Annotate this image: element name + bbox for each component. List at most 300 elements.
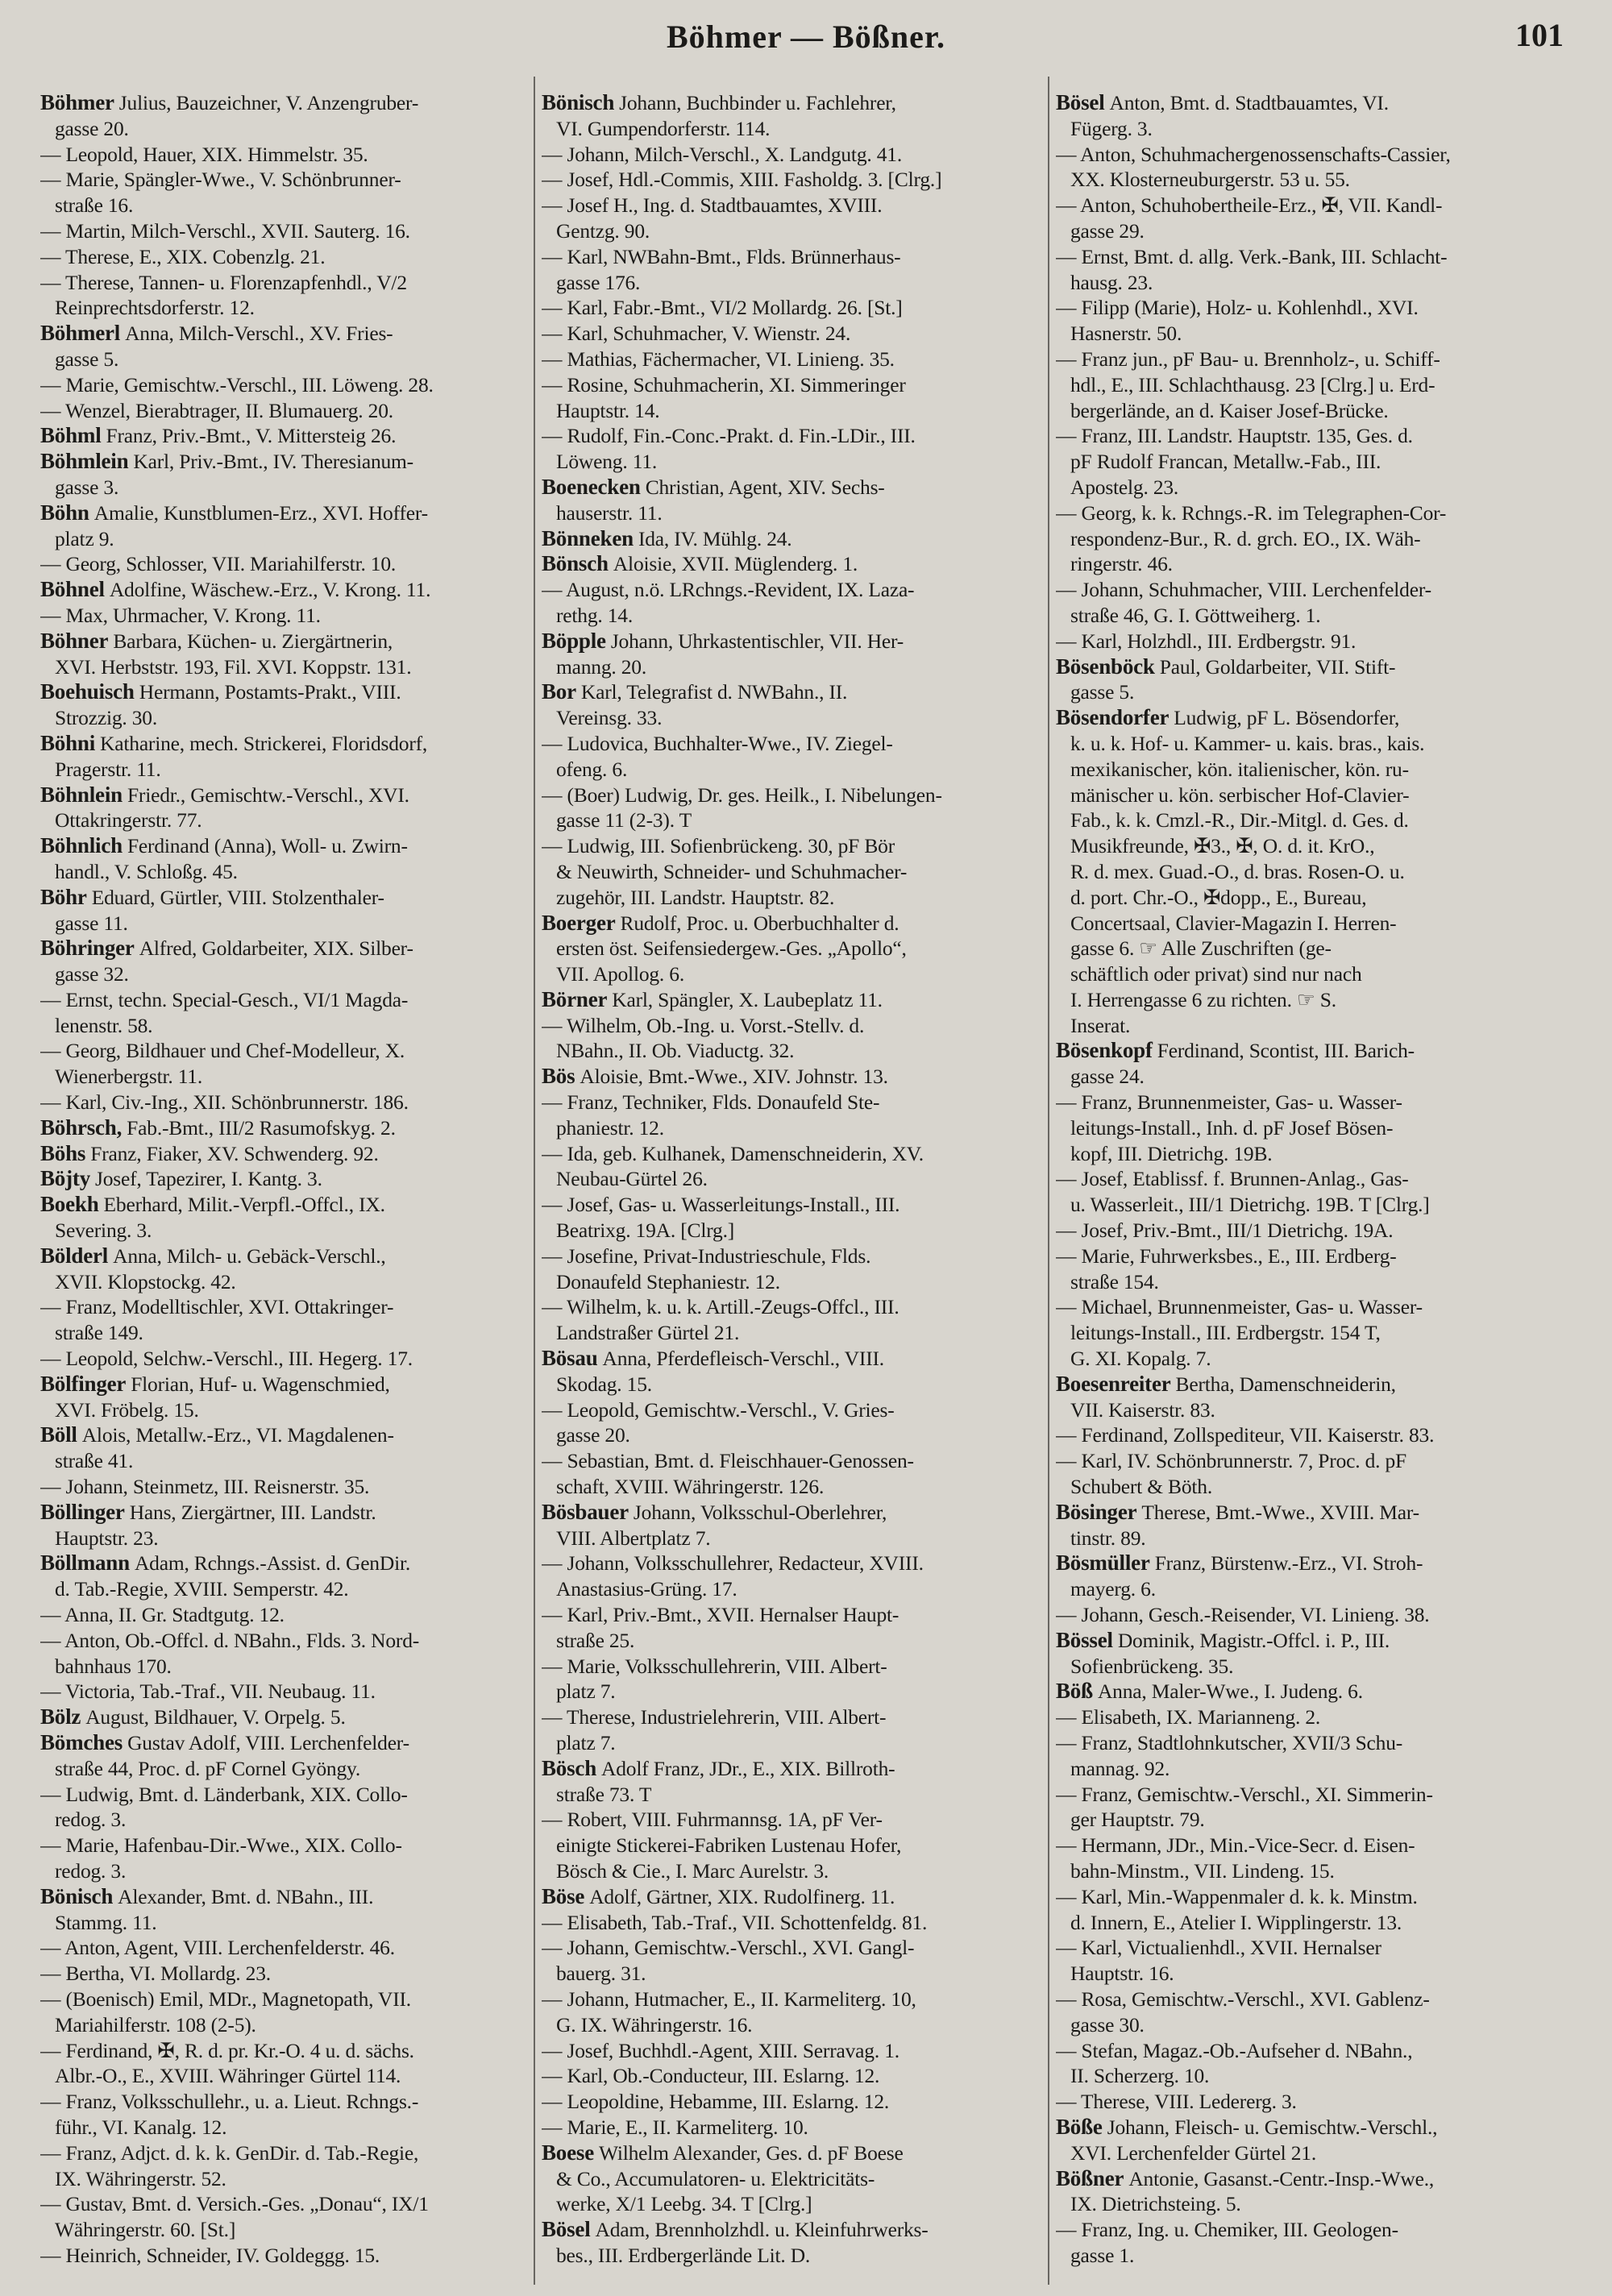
entry-text: Julius, Bauzeichner, V. Anzengruber- xyxy=(118,91,419,114)
entry-line xyxy=(542,1704,1033,1730)
entry-text: Anna, Maler-Wwe., I. Judeng. 6. xyxy=(1097,1679,1363,1704)
entry-text: Hauptstr. 14. xyxy=(556,398,660,422)
entry-text: manng. 20. xyxy=(556,654,647,679)
entry-line xyxy=(1056,2012,1548,2038)
entry-text: Johann, Uhrkastentischler, VII. Her- xyxy=(610,629,904,653)
entry-text: — Josef, Buchhdl.-Agent, XIII. Serravag. 1. xyxy=(542,2038,899,2062)
entry-line xyxy=(1056,987,1548,1013)
entry-line xyxy=(542,603,1033,629)
surname: Bönsch xyxy=(542,551,609,576)
entry-text: mayerg. 6. xyxy=(1070,1577,1156,1601)
entry-text: — Johann, Hutmacher, E., II. Karmeliterg. 10, xyxy=(542,1987,916,2011)
entry-text: — Gustav, Bmt. d. Versich.-Ges. „Donau“, IX/1 xyxy=(40,2192,429,2216)
column-divider xyxy=(1048,77,1049,2285)
surname: Böhnlich xyxy=(40,833,123,858)
entry-text: Concertsaal, Clavier-Magazin I. Herren- xyxy=(1070,911,1397,935)
entry-line xyxy=(1056,1218,1548,1243)
entry-text: Schubert & Böth. xyxy=(1070,1475,1212,1499)
entry-text: Adolf, Gärtner, XIX. Rudolfinerg. 11. xyxy=(589,1884,895,1908)
page-header xyxy=(0,11,1612,60)
entry-text: straße 25. xyxy=(556,1628,635,1652)
entry-text: Aloisie, XVII. Müglenderg. 1. xyxy=(613,552,858,576)
entry-text: ersten öst. Seifensiedergew.-Ges. „Apollo“, xyxy=(556,936,907,961)
surname: Börner xyxy=(542,986,608,1011)
entry-text: Franz, Priv.-Bmt., V. Mittersteig 26. xyxy=(106,424,397,448)
surname: Bößner xyxy=(1056,2165,1124,2190)
entry-line xyxy=(1056,244,1548,270)
entry-line xyxy=(1056,961,1548,987)
entry-line xyxy=(542,423,1033,449)
entry-line xyxy=(1056,1474,1548,1500)
entry-text: — Johann, Schuhmacher, VIII. Lerchenfelder- xyxy=(1056,578,1431,602)
entry-line xyxy=(40,987,532,1013)
entry-text: — Karl, Holzhdl., III. Erdbergstr. 91. xyxy=(1056,629,1356,653)
entry-text: Johann, Fleisch- u. Gemischtw.-Verschl., xyxy=(1107,2115,1438,2139)
entry-line xyxy=(542,2191,1033,2217)
entry-text: — Leopold, Selchw.-Verschl., III. Hegerg. 17. xyxy=(40,1347,413,1371)
entry-line xyxy=(40,1782,532,1808)
entry-line xyxy=(542,885,1033,911)
entry-text: Hauptstr. 16. xyxy=(1070,1962,1174,1986)
surname: Bömches xyxy=(40,1730,123,1754)
entry-text: — Karl, NWBahn-Bmt., Flds. Brünnerhaus- xyxy=(542,244,901,268)
entry-head-line xyxy=(542,679,1033,705)
entry-text: Rudolf, Proc. u. Oberbuchhalter d. xyxy=(620,911,899,935)
entry-line xyxy=(542,1679,1033,1704)
surname: Böhnel xyxy=(40,577,105,602)
entry-line xyxy=(40,1090,532,1115)
entry-line xyxy=(40,1602,532,1628)
entry-line xyxy=(40,1448,532,1474)
entry-line xyxy=(40,1910,532,1936)
entry-text: — Josef, Etablissf. f. Brunnen-Anlag., Gas- xyxy=(1056,1167,1409,1191)
entry-line xyxy=(542,783,1033,808)
entry-line xyxy=(40,2089,532,2115)
entry-line xyxy=(40,270,532,296)
entry-line xyxy=(40,167,532,193)
entry-line xyxy=(542,859,1033,885)
entry-text: — Franz, Modelltischler, XVI. Ottakringer- xyxy=(40,1295,394,1319)
entry-line xyxy=(1056,1422,1548,1448)
surname: Bölfinger xyxy=(40,1371,127,1396)
entry-text: Paul, Goldarbeiter, VII. Stift- xyxy=(1159,654,1396,679)
entry-line xyxy=(542,1269,1033,1295)
entry-text: gasse 1. xyxy=(1070,2243,1135,2267)
entry-line xyxy=(40,1320,532,1346)
entry-text: — Therese, Tannen- u. Florenzapfenhdl., V/2 xyxy=(40,270,407,294)
entry-text: — Johann, Milch-Verschl., X. Landgutg. 41. xyxy=(542,142,902,166)
entry-head-line xyxy=(1056,654,1548,680)
entry-line xyxy=(542,167,1033,193)
surname: Bönneken xyxy=(542,525,634,550)
entry-text: phaniestr. 12. xyxy=(556,1115,664,1140)
surname: Bösenkopf xyxy=(1056,1038,1153,1063)
entry-text: gasse 5. xyxy=(1070,680,1135,704)
entry-text: Währingerstr. 60. [St.] xyxy=(55,2218,236,2242)
entry-head-line xyxy=(542,551,1033,577)
page-number: 101 xyxy=(1515,17,1564,53)
entry-line xyxy=(542,1038,1033,1064)
entry-text: Gentzg. 90. xyxy=(556,218,650,243)
entry-text: Mariahilferstr. 108 (2-5). xyxy=(55,2012,256,2037)
entry-line xyxy=(1056,270,1548,296)
entry-text: mexikanischer, kön. italienischer, kön. ru- xyxy=(1070,757,1409,781)
entry-text: Eduard, Gürtler, VIII. Stolzenthaler- xyxy=(91,885,384,909)
entry-line xyxy=(1056,2191,1548,2217)
entry-line xyxy=(1056,526,1548,552)
entry-text: — Ludovica, Buchhalter-Wwe., IV. Ziegel- xyxy=(542,731,893,755)
entry-text: XX. Klosterneuburgerstr. 53 u. 55. xyxy=(1070,168,1350,192)
entry-text: straße 154. xyxy=(1070,1269,1159,1293)
entry-line xyxy=(542,193,1033,218)
entry-line xyxy=(1056,116,1548,142)
entry-text: — Filipp (Marie), Holz- u. Kohlenhdl., XVI. xyxy=(1056,296,1419,320)
entry-line xyxy=(1056,1192,1548,1218)
entry-head-line xyxy=(40,1192,532,1218)
entry-line xyxy=(1056,449,1548,475)
entry-line xyxy=(542,1730,1033,1756)
entry-head-line xyxy=(40,1704,532,1730)
entry-line xyxy=(542,1166,1033,1192)
entry-line xyxy=(1056,2243,1548,2269)
surname: Böhner xyxy=(40,628,109,653)
entry-text: Skodag. 15. xyxy=(556,1372,652,1396)
entry-line xyxy=(1056,2063,1548,2089)
entry-text: gasse 11 (2-3). T xyxy=(556,808,692,832)
entry-text: Johann, Volksschul-Oberlehrer, xyxy=(633,1500,887,1524)
entry-text: — Franz, Ing. u. Chemiker, III. Geologen- xyxy=(1056,2218,1398,2242)
entry-text: straße 41. xyxy=(55,1449,134,1473)
entry-text: — Therese, VIII. Ledererg. 3. xyxy=(1056,2090,1297,2114)
entry-line xyxy=(1056,629,1548,654)
entry-text: — Hermann, JDr., Min.-Vice-Secr. d. Eisen- xyxy=(1056,1833,1415,1858)
surname: Böhn xyxy=(40,500,89,525)
entry-line xyxy=(1056,372,1548,398)
entry-text: werke, X/1 Leebg. 34. T [Clrg.] xyxy=(556,2192,812,2216)
entry-line xyxy=(1056,1064,1548,1090)
entry-text: Bösch & Cie., I. Marc Aurelstr. 3. xyxy=(556,1858,829,1883)
entry-line xyxy=(542,1294,1033,1320)
entry-line xyxy=(40,372,532,398)
entry-line xyxy=(542,1628,1033,1654)
entry-head-line xyxy=(1056,2115,1548,2140)
entry-text: straße 16. xyxy=(55,193,134,218)
entry-text: II. Scherzerg. 10. xyxy=(1070,2064,1210,2088)
entry-head-line xyxy=(542,2217,1033,2243)
entry-head-line xyxy=(40,1500,532,1526)
entry-line xyxy=(40,1935,532,1961)
entry-line xyxy=(1056,2089,1548,2115)
entry-text: bauerg. 31. xyxy=(556,1962,646,1986)
entry-text: Johann, Buchbinder u. Fachlehrer, xyxy=(619,91,896,114)
entry-text: — Anton, Schuhmachergenossenschafts-Cassier, xyxy=(1056,142,1451,166)
entry-text: Adam, Rchngs.-Assist. d. GenDir. xyxy=(134,1551,411,1576)
entry-line xyxy=(40,1987,532,2012)
entry-line xyxy=(40,911,532,936)
entry-text: gasse 29. xyxy=(1070,218,1145,243)
entry-text: Löweng. 11. xyxy=(556,450,658,474)
entry-line xyxy=(1056,936,1548,961)
entry-line xyxy=(40,1576,532,1602)
entry-text: d. Tab.-Regie, XVIII. Semperstr. 42. xyxy=(55,1577,349,1601)
entry-line xyxy=(1056,1320,1548,1346)
surname: Böhs xyxy=(40,1140,86,1165)
entry-text: Hauptstr. 23. xyxy=(55,1526,159,1550)
entry-text: Musikfreunde, ✠3., ✠, O. d. it. KrO., xyxy=(1070,834,1375,858)
entry-head-line xyxy=(40,321,532,347)
entry-text: hausg. 23. xyxy=(1070,270,1153,294)
entry-head-line xyxy=(40,449,532,475)
entry-text: Dominik, Magistr.-Offcl. i. P., III. xyxy=(1117,1628,1390,1652)
surname: Böß xyxy=(1056,1679,1093,1704)
entry-line xyxy=(40,603,532,629)
entry-line xyxy=(1056,833,1548,859)
entry-text: gasse 20. xyxy=(55,116,129,140)
entry-head-line xyxy=(40,423,532,449)
entry-text: respondenz-Bur., R. d. grch. EO., IX. Wäh- xyxy=(1070,526,1421,550)
entry-text: straße 44, Proc. d. pF Cornel Gyöngy. xyxy=(55,1756,361,1780)
surname: Bösinger xyxy=(1056,1499,1137,1524)
entry-line xyxy=(542,1218,1033,1243)
entry-text: gasse 176. xyxy=(556,270,641,294)
entry-line xyxy=(1056,1704,1548,1730)
entry-text: — Karl, Ob.-Conducteur, III. Eslarng. 12. xyxy=(542,2064,880,2088)
entry-text: Karl, Telegrafist d. NWBahn., II. xyxy=(580,680,848,704)
entry-line xyxy=(1056,1115,1548,1141)
entry-line xyxy=(40,1013,532,1039)
entry-line xyxy=(1056,347,1548,372)
entry-text: Anna, Milch- u. Gebäck-Verschl., xyxy=(113,1243,386,1268)
entry-line xyxy=(1056,500,1548,526)
entry-text: — Marie, Gemischtw.-Verschl., III. Löweng. 28. xyxy=(40,372,434,397)
entry-line xyxy=(40,1294,532,1320)
entry-head-line xyxy=(1056,1628,1548,1654)
entry-text: — Karl, Priv.-Bmt., XVII. Hernalser Haupt- xyxy=(542,1603,899,1627)
entry-line xyxy=(1056,1833,1548,1858)
entry-head-line xyxy=(542,475,1033,500)
entry-text: mannag. 92. xyxy=(1070,1756,1170,1780)
entry-line xyxy=(542,833,1033,859)
entry-text: platz 7. xyxy=(556,1731,616,1754)
entry-line xyxy=(542,1243,1033,1269)
surname: Boese xyxy=(542,2140,594,2165)
entry-text: Adolfine, Wäschew.-Erz., V. Krong. 11. xyxy=(109,578,431,602)
entry-text: Ludwig, pF L. Bösendorfer, xyxy=(1174,706,1400,730)
entry-line xyxy=(40,2191,532,2217)
surname: Böse xyxy=(542,1883,585,1908)
entry-text: kopf, III. Dietrichg. 19B. xyxy=(1070,1141,1273,1165)
entry-text: VII. Apollog. 6. xyxy=(556,962,685,986)
entry-text: — Sebastian, Bmt. d. Fleischhauer-Genossen- xyxy=(542,1449,914,1473)
entry-head-line xyxy=(40,577,532,603)
entry-line xyxy=(1056,1090,1548,1115)
entry-text: — Heinrich, Schneider, IV. Goldeggg. 15. xyxy=(40,2243,380,2267)
entry-text: — Franz, Stadtlohnkutscher, XVII/3 Schu- xyxy=(1056,1731,1403,1754)
entry-text: Katharine, mech. Strickerei, Floridsdorf, xyxy=(100,731,428,755)
entry-head-line xyxy=(40,1372,532,1397)
entry-text: — Ernst, Bmt. d. allg. Verk.-Bank, III. Schlacht- xyxy=(1056,244,1448,268)
entry-text: — Ida, geb. Kulhanek, Damenschneiderin, XV. xyxy=(542,1141,924,1165)
entry-line xyxy=(40,551,532,577)
entry-line xyxy=(542,116,1033,142)
entry-text: hauserstr. 11. xyxy=(556,500,663,525)
entry-line xyxy=(40,1756,532,1782)
entry-text: — Johann, Volksschullehrer, Redacteur, XVIII. xyxy=(542,1551,924,1576)
entry-text: gasse 24. xyxy=(1070,1065,1145,1089)
entry-text: — Karl, Min.-Wappenmaler d. k. k. Minstm. xyxy=(1056,1884,1418,1908)
surname: Böhml xyxy=(40,423,102,448)
entry-text: — Marie, Spängler-Wwe., V. Schönbrunner- xyxy=(40,168,401,192)
entry-line xyxy=(542,2243,1033,2269)
entry-line xyxy=(40,347,532,372)
entry-text: — Wenzel, Bierabtrager, II. Blumauerg. 20. xyxy=(40,398,393,422)
entry-text: Gustav Adolf, VIII. Lerchenfelder- xyxy=(127,1731,409,1754)
entry-text: lenenstr. 58. xyxy=(55,1013,153,1037)
surname: Bösch xyxy=(542,1755,597,1780)
entry-text: — Marie, E., II. Karmeliterg. 10. xyxy=(542,2115,808,2139)
entry-text: Strozzig. 30. xyxy=(55,706,158,730)
entry-text: — Anton, Schuhobertheile-Erz., ✠, VII. Kandl- xyxy=(1056,193,1443,218)
entry-text: Vereinsg. 33. xyxy=(556,706,663,730)
entry-text: Amalie, Kunstblumen-Erz., XVI. Hoffer- xyxy=(93,500,428,525)
surname: Bönisch xyxy=(542,90,615,114)
entry-line xyxy=(40,705,532,731)
entry-head-line xyxy=(542,1500,1033,1526)
entry-line xyxy=(1056,2140,1548,2166)
entry-head-line xyxy=(40,1243,532,1269)
entry-line xyxy=(40,526,532,552)
entry-line xyxy=(1056,1884,1548,1910)
entry-line xyxy=(40,1526,532,1551)
entry-head-line xyxy=(1056,705,1548,731)
entry-line xyxy=(542,1910,1033,1936)
entry-line xyxy=(40,2038,532,2064)
entry-line xyxy=(40,2115,532,2140)
entry-line xyxy=(1056,1987,1548,2012)
entry-line xyxy=(40,757,532,783)
entry-text: straße 73. T xyxy=(556,1782,652,1806)
entry-line xyxy=(542,398,1033,424)
entry-text: — Therese, E., XIX. Cobenzlg. 21. xyxy=(40,244,326,268)
entry-text: Alexander, Bmt. d. NBahn., III. xyxy=(118,1884,374,1908)
entry-text: — Victoria, Tab.-Traf., VII. Neubaug. 11. xyxy=(40,1679,376,1704)
entry-line xyxy=(40,1654,532,1679)
entry-head-line xyxy=(542,1064,1033,1090)
entry-head-line xyxy=(40,500,532,526)
entry-text: Aloisie, Bmt.-Wwe., XIV. Johnstr. 13. xyxy=(580,1065,888,1089)
entry-line xyxy=(1056,885,1548,911)
entry-head-line xyxy=(40,936,532,961)
entry-text: Donaufeld Stephaniestr. 12. xyxy=(556,1269,780,1293)
entry-head-line xyxy=(40,1730,532,1756)
entry-text: — Marie, Fuhrwerksbes., E., III. Erdberg- xyxy=(1056,1243,1397,1268)
entry-text: Adolf Franz, JDr., E., XIX. Billroth- xyxy=(601,1756,895,1780)
entry-line xyxy=(542,372,1033,398)
entry-text: — Josef, Priv.-Bmt., III/1 Dietrichg. 19A. xyxy=(1056,1219,1394,1243)
entry-text: — (Boer) Ludwig, Dr. ges. Heilk., I. Nibelungen- xyxy=(542,783,942,807)
entry-head-line xyxy=(1056,1372,1548,1397)
entry-text: — Bertha, VI. Mollardg. 23. xyxy=(40,1962,271,1986)
entry-line xyxy=(40,1628,532,1654)
entry-line xyxy=(1056,423,1548,449)
entry-line xyxy=(40,2063,532,2089)
entry-line xyxy=(1056,1807,1548,1833)
entry-text: — Michael, Brunnenmeister, Gas- u. Wasser- xyxy=(1056,1295,1423,1319)
entry-text: d. port. Chr.-O., ✠dopp., E., Bureau, xyxy=(1070,885,1367,909)
directory-column-2 xyxy=(542,90,1033,2269)
entry-line xyxy=(542,1858,1033,1884)
entry-line xyxy=(542,757,1033,783)
surname: Boehuisch xyxy=(40,679,135,704)
entry-head-line xyxy=(40,1166,532,1192)
entry-line xyxy=(1056,321,1548,347)
entry-text: — Franz, Gemischtw.-Verschl., XI. Simmerin- xyxy=(1056,1782,1433,1806)
entry-text: platz 7. xyxy=(556,1679,616,1704)
entry-text: — Franz, Techniker, Flds. Donaufeld Ste- xyxy=(542,1090,880,1115)
entry-text: Antonie, Gasanst.-Centr.-Insp.-Wwe., xyxy=(1128,2166,1435,2190)
entry-line xyxy=(40,1064,532,1090)
entry-text: — Rosa, Gemischtw.-Verschl., XVI. Gablenz- xyxy=(1056,1987,1430,2011)
entry-line xyxy=(1056,1756,1548,1782)
surname: Böjty xyxy=(40,1166,90,1191)
entry-line xyxy=(1056,193,1548,218)
entry-text: — Josef H., Ing. d. Stadtbauamtes, XVIII. xyxy=(542,193,883,218)
entry-line xyxy=(542,731,1033,757)
surname: Bösel xyxy=(542,2217,591,2242)
entry-text: k. u. k. Hof- u. Kammer- u. kais. bras., kais. xyxy=(1070,731,1425,755)
entry-text: R. d. mex. Guad.-O., d. bras. Rosen-O. u. xyxy=(1070,859,1405,883)
entry-text: — Marie, Hafenbau-Dir.-Wwe., XIX. Collo- xyxy=(40,1833,402,1858)
entry-text: mänischer u. kön. serbischer Hof-Clavier- xyxy=(1070,783,1410,807)
entry-text: u. Wasserleit., III/1 Dietrichg. 19B. T [Clrg.] xyxy=(1070,1193,1430,1217)
entry-line xyxy=(1056,1654,1548,1679)
entry-text: Christian, Agent, XIV. Sechs- xyxy=(645,475,885,499)
entry-text: schäftlich oder privat) sind nur nach xyxy=(1070,962,1362,986)
surname: Böhmerl xyxy=(40,321,121,346)
entry-text: VIII. Albertplatz 7. xyxy=(556,1526,711,1550)
entry-line xyxy=(542,244,1033,270)
entry-head-line xyxy=(40,1141,532,1167)
entry-text: Anna, Pferdefleisch-Verschl., VIII. xyxy=(602,1347,884,1371)
entry-text: VI. Gumpendorferstr. 114. xyxy=(556,116,771,140)
entry-text: — Anna, II. Gr. Stadtgutg. 12. xyxy=(40,1603,285,1627)
entry-line xyxy=(40,1474,532,1500)
entry-head-line xyxy=(542,911,1033,936)
entry-text: Karl, Spängler, X. Laubeplatz 11. xyxy=(612,987,883,1011)
entry-line xyxy=(1056,1576,1548,1602)
entry-line xyxy=(1056,1935,1548,1961)
entry-text: Ida, IV. Mühlg. 24. xyxy=(638,526,792,550)
entry-text: bergerlände, an d. Kaiser Josef-Brücke. xyxy=(1070,398,1389,422)
entry-text: gasse 32. xyxy=(55,962,129,986)
entry-head-line xyxy=(40,731,532,757)
entry-head-line xyxy=(40,629,532,654)
surname: Bösenböck xyxy=(1056,654,1155,679)
surname: Böhmer xyxy=(40,90,114,114)
entry-text: Franz, Bürstenw.-Erz., VI. Stroh- xyxy=(1154,1551,1423,1576)
entry-text: einigte Stickerei-Fabriken Lustenau Hofer, xyxy=(556,1833,902,1858)
entry-line xyxy=(542,1448,1033,1474)
entry-head-line xyxy=(542,1884,1033,1910)
entry-text: — Martin, Milch-Verschl., XVII. Sauterg. 16. xyxy=(40,218,410,243)
entry-text: d. Innern, E., Atelier I. Wipplingerstr. 13. xyxy=(1070,1910,1402,1934)
surname: Bölz xyxy=(40,1704,81,1729)
entry-text: Wilhelm Alexander, Ges. d. pF Boese xyxy=(598,2140,904,2165)
entry-text: — Ferdinand, Zollspediteur, VII. Kaiserstr. 83. xyxy=(1056,1423,1435,1447)
entry-text: gasse 11. xyxy=(55,911,128,935)
entry-line xyxy=(542,500,1033,526)
entry-line xyxy=(40,398,532,424)
